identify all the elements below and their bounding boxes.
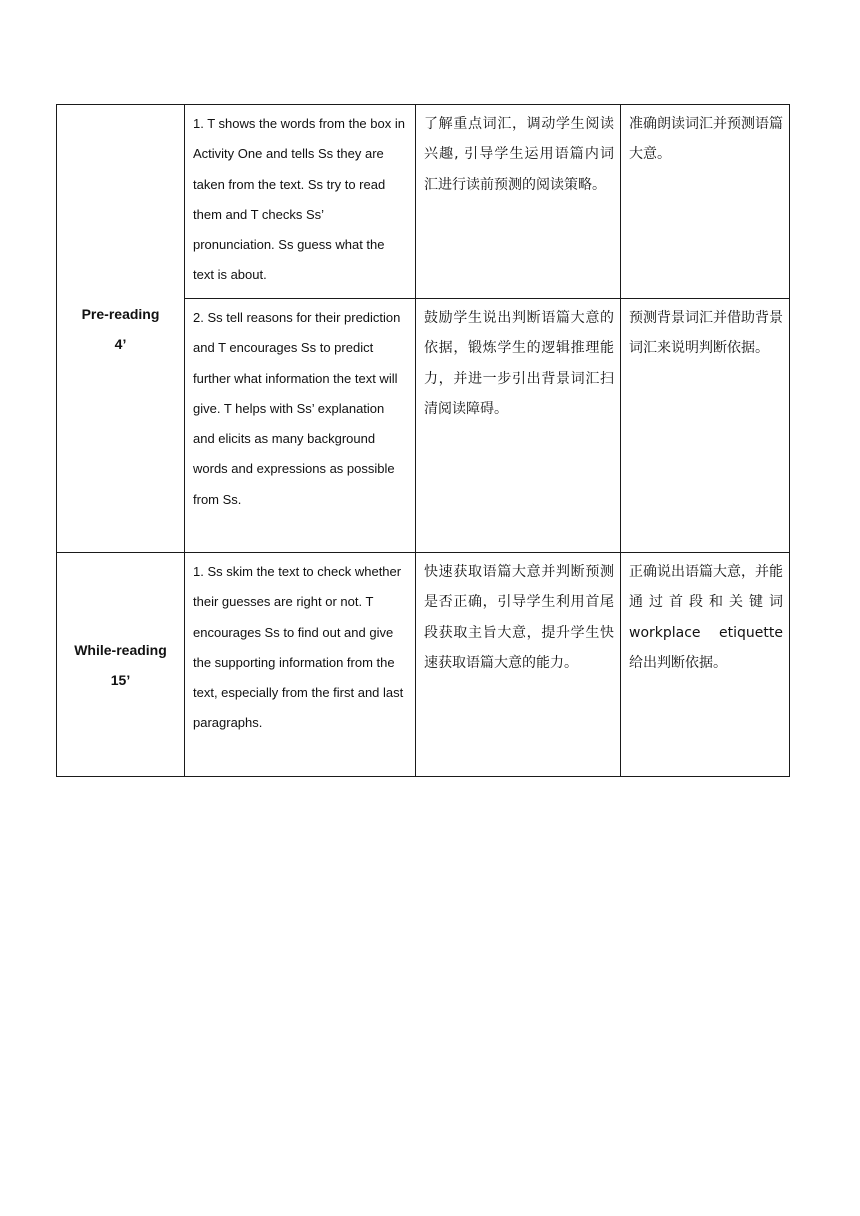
aim-cell [416, 105, 621, 299]
aim-text: 了解重点词汇，调动学生阅读兴趣, 引导学生运用语篇内词汇进行读前预测的阅读策略。 [424, 116, 614, 193]
procedure-cell [185, 105, 416, 299]
stage-time: 15’ [110, 671, 131, 688]
table-row [57, 553, 790, 777]
stage-cell-while-reading [57, 553, 185, 777]
evaluation-cell [621, 553, 790, 777]
procedure-cell [185, 299, 416, 553]
evaluation-cell [621, 105, 790, 299]
table-row [57, 105, 790, 299]
evaluation-text: 预测背景词汇并借助背景词汇来说明判断依据。 [629, 310, 783, 357]
stage-name: While-reading [74, 641, 167, 658]
evaluation-cell [621, 299, 790, 553]
procedure-text: 1. T shows the words from the box in Activity One and tells Ss they are taken from the text. Ss try to read them and T checks Ss’ pronunciation. Ss guess what the text is about. [193, 116, 405, 283]
lesson-plan-table [56, 104, 790, 777]
evaluation-text: 正确说出语篇大意，并能通过首段和关键词 workplace etiquette 给出判断依据。 [629, 564, 783, 671]
aim-cell [416, 553, 621, 777]
aim-text: 快速获取语篇大意并判断预测是否正确，引导学生利用首尾段获取主旨大意，提升学生快速获取语篇大意的能力。 [424, 564, 614, 671]
evaluation-text: 准确朗读词汇并预测语篇大意。 [629, 116, 783, 163]
procedure-cell [185, 553, 416, 777]
aim-cell [416, 299, 621, 553]
stage-name: Pre-reading [81, 305, 160, 322]
stage-time: 4’ [114, 335, 127, 352]
stage-cell-pre-reading [57, 105, 185, 553]
procedure-text: 2. Ss tell reasons for their prediction and T encourages Ss to predict further what information the text will give. T helps with Ss’ explanation and elicits as many background words and expressions as possible from Ss. [193, 310, 401, 507]
aim-text: 鼓励学生说出判断语篇大意的依据，锻炼学生的逻辑推理能力，并进一步引出背景词汇扫清阅读障碍。 [424, 310, 614, 417]
procedure-text: 1. Ss skim the text to check whether their guesses are right or not. T encourages Ss to find out and give the supporting information from the text, especially from the first and last paragraphs. [193, 564, 404, 731]
